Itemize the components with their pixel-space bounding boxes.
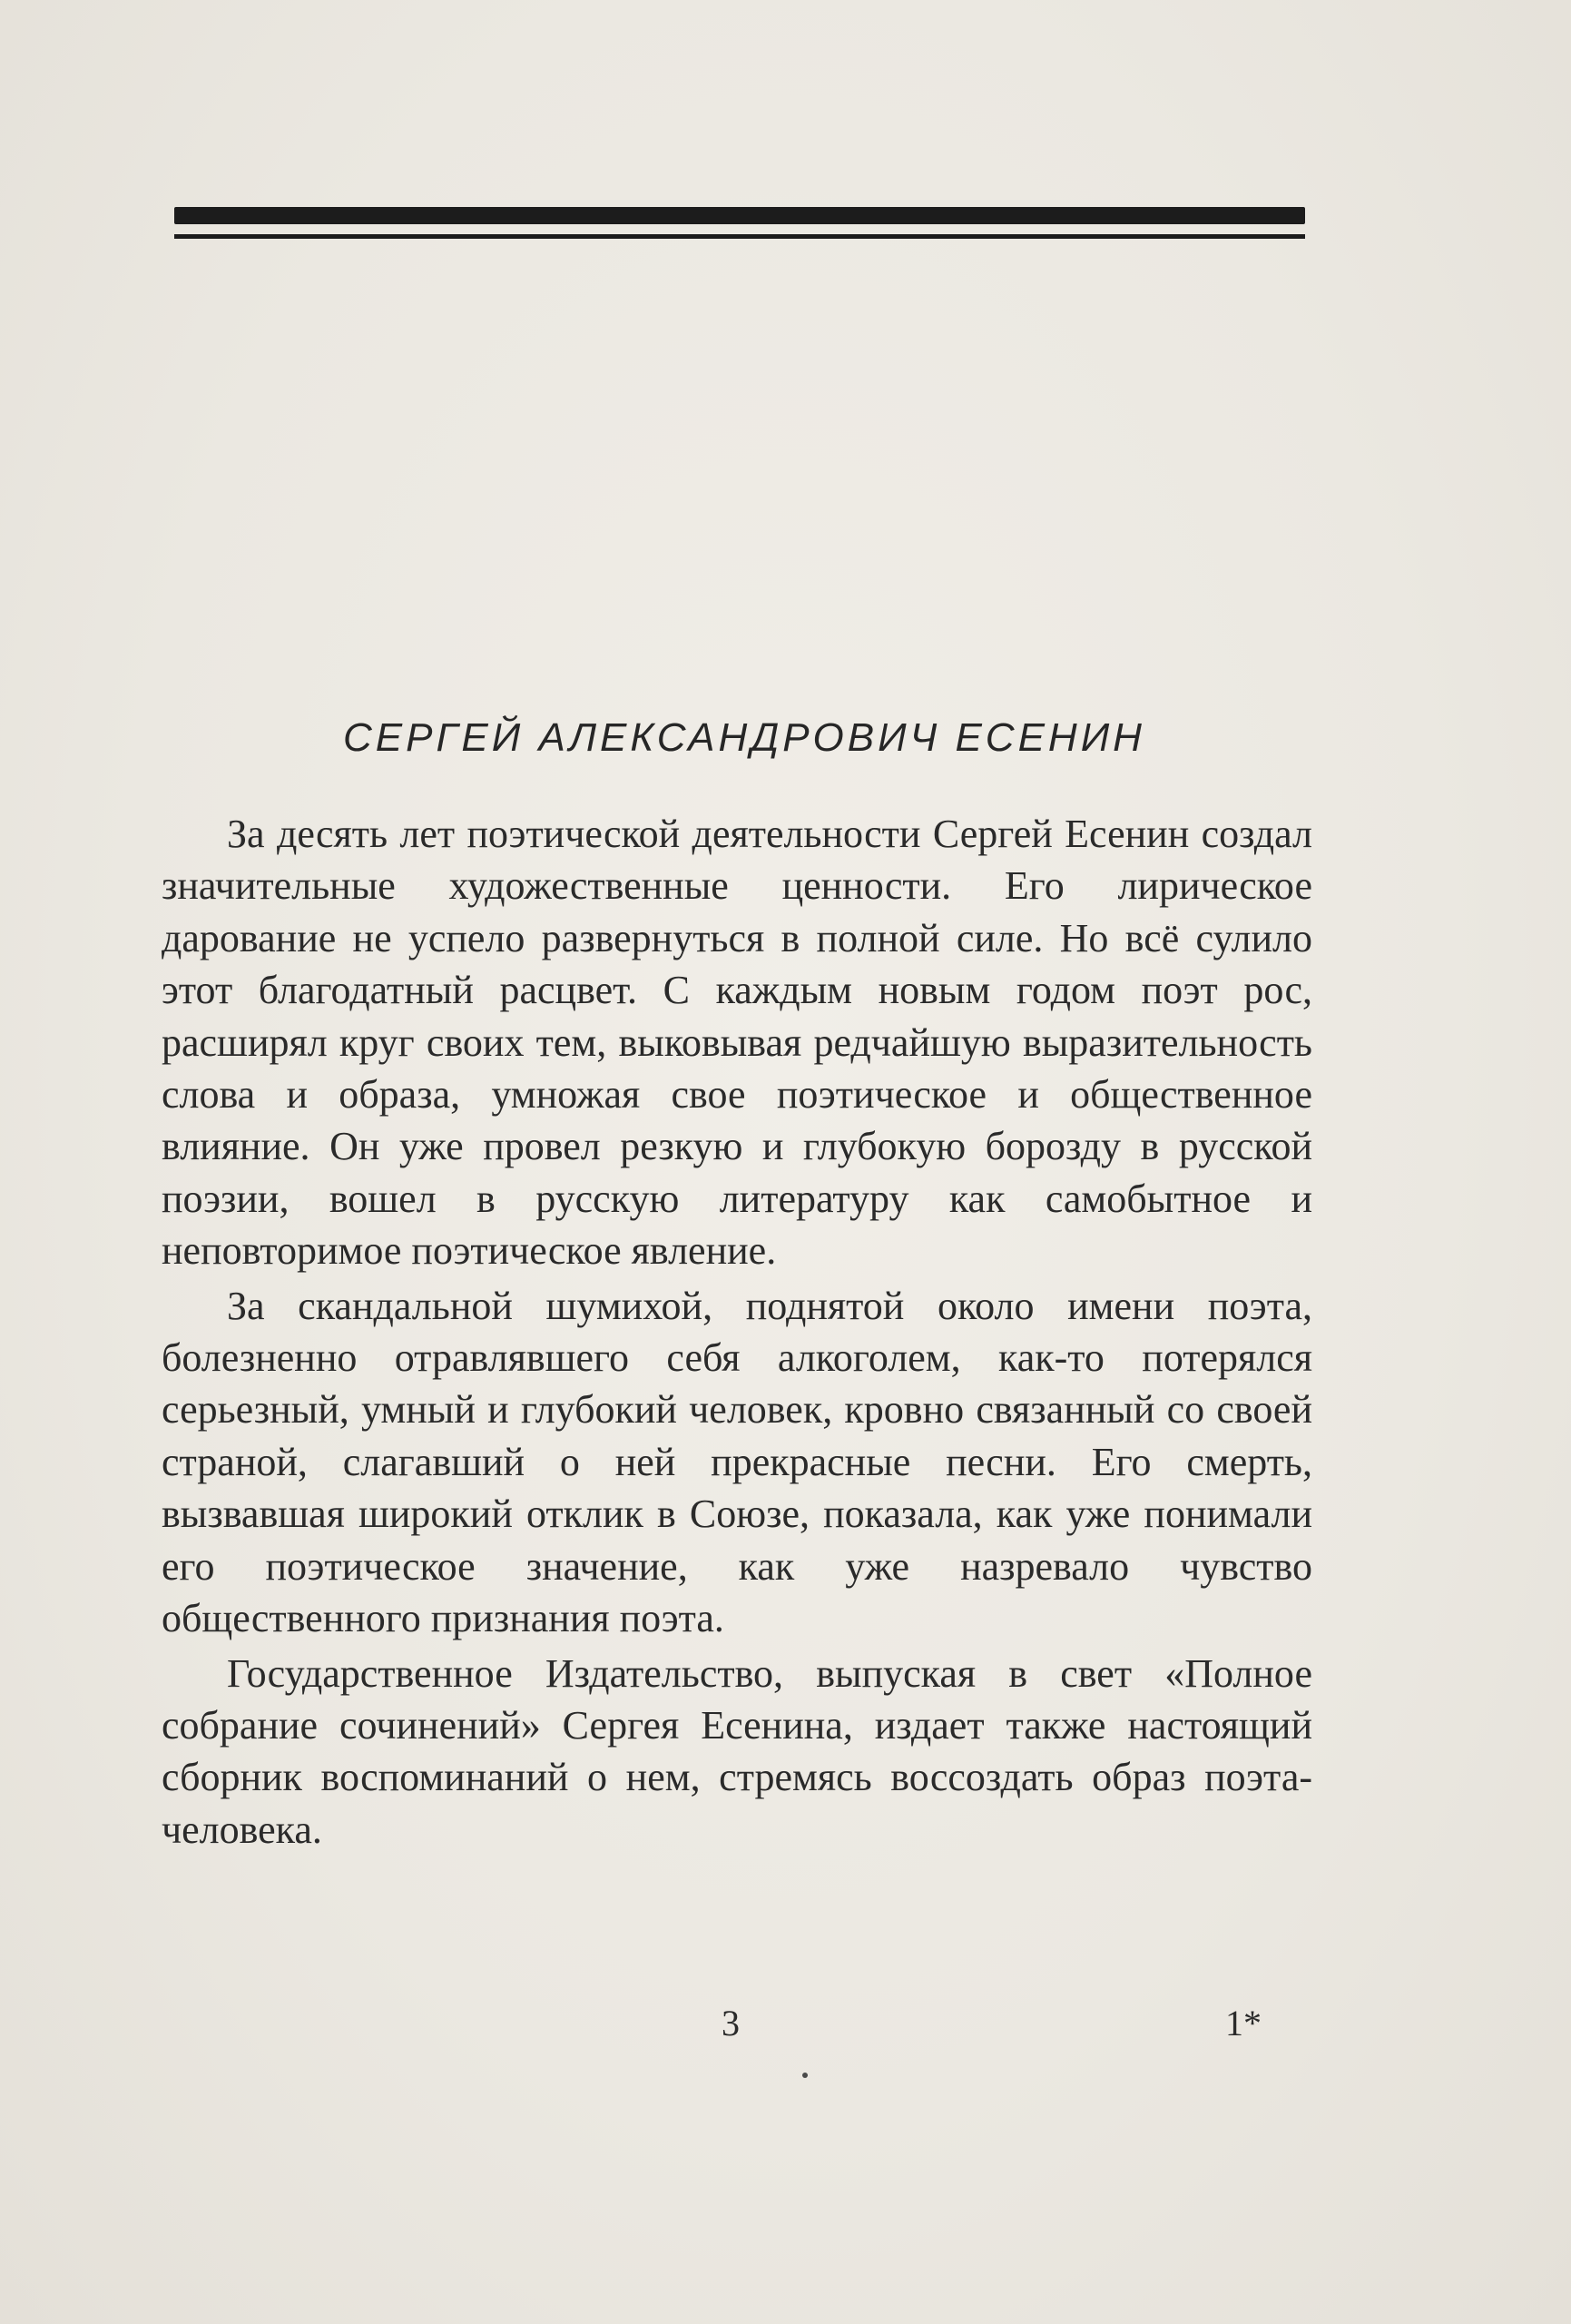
header-rule-thin	[174, 234, 1305, 239]
page-title: СЕРГЕЙ АЛЕКСАНДРОВИЧ ЕСЕНИН	[343, 715, 1145, 760]
paragraph-3: Государственное Издательство, выпуская в свет «Полное собрание сочинений» Сергея Есенина, издает также настоящий сборник воспоминаний о нем, стремясь воссоздать образ поэта-человека.	[162, 1650, 1312, 1852]
page-number: 3	[722, 2003, 740, 2043]
body-text	[162, 808, 1312, 1858]
header-rule-thick	[174, 207, 1305, 224]
signature-mark: 1*	[1225, 2003, 1262, 2043]
paragraph-2: За скандальной шумихой, поднятой около имени поэта, болезненно отравлявшего себя алкоголем, как-то потерялся серьезный, умный и глубокий человек, кровно связанный со своей страной, слагавший о ней прекрасные песни. Его смерть, вызвавшая широкий отклик в Союзе, показала, как уже понимали его поэтическое значение, как уже назревало чувство общественного признания поэта.	[162, 1283, 1312, 1641]
print-speck	[802, 2073, 808, 2078]
paragraph-1: За десять лет поэтической деятельности Сергей Есенин создал значительные художественные ценности. Его лирическое дарование не успело развернуться в полной силе. Но всё сулило этот благодатный расцвет. С каждым новым годом поэт рос, расширял круг своих тем, выковывая редчайшую выразительность слова и образа, умножая свое поэтическое и общественное влияние. Он уже провел резкую и глубокую борозду в русской поэзии, вошел в русскую литературу как самобытное и неповторимое поэтическое явление.	[162, 812, 1312, 1274]
